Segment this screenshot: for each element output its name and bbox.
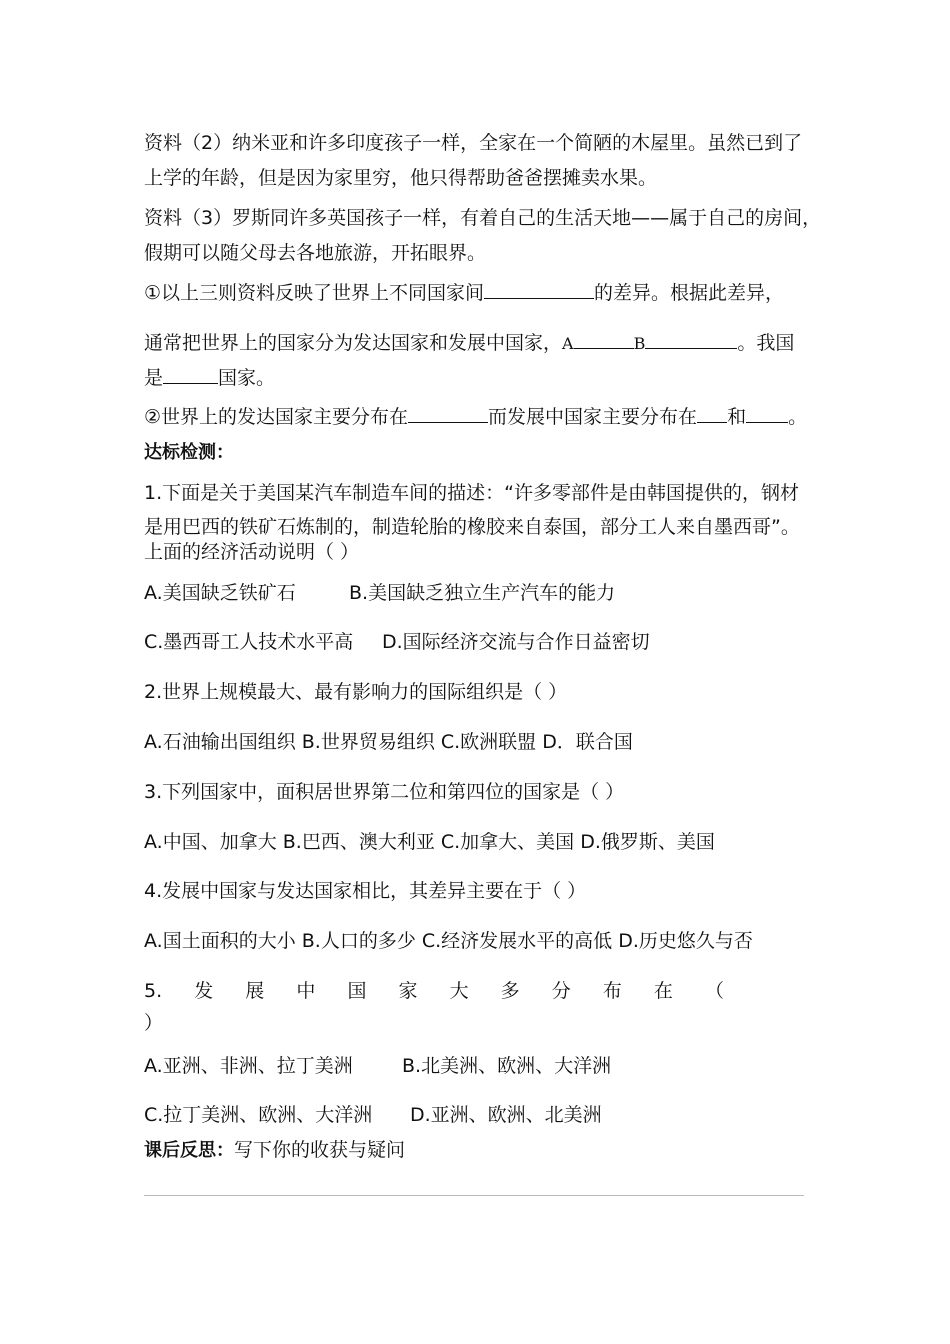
material-3-line-1: 资料（3）罗斯同许多英国孩子一样，有着自己的生活天地——属于自己的房间， xyxy=(144,207,822,229)
answer-blank-developing-1[interactable] xyxy=(697,404,727,423)
material-2-line-1: 资料（2）纳米亚和许多印度孩子一样，全家在一个简陋的木屋里。虽然已到了 xyxy=(144,132,803,154)
q1-options-row-2 xyxy=(144,629,650,655)
question-1-line-3: 是 国家。 xyxy=(144,367,276,389)
q1-option-b[interactable]: B.美国缺乏独立生产汽车的能力 xyxy=(349,582,616,604)
answer-blank[interactable] xyxy=(484,280,594,299)
q5-options-row-1 xyxy=(144,1053,611,1079)
reflection-label: 课后反思： xyxy=(144,1140,234,1161)
material-3-line-2: 假期可以随父母去各地旅游，开拓眼界。 xyxy=(144,242,487,264)
answer-blank-country-type[interactable] xyxy=(163,365,218,384)
section-heading-check: 达标检测： xyxy=(144,442,234,463)
question-1-line-2: 通常把世界上的国家分为发达国家和发展中国家，A B 。我国 xyxy=(144,332,795,354)
answer-blank-b[interactable] xyxy=(645,330,737,349)
material-2-line-2: 上学的年龄，但是因为家里穷，他只得帮助爸爸摆摊卖水果。 xyxy=(144,167,658,189)
q5-option-a[interactable]: A.亚洲、非洲、拉丁美洲 xyxy=(144,1055,353,1077)
q3-options[interactable]: A.中国、加拿大 B.巴西、澳大利亚 C.加拿大、美国 D.俄罗斯、美国 xyxy=(144,831,715,853)
answer-blank-developed[interactable] xyxy=(408,404,488,423)
q5-stem: 5. 发 展 中 国 家 大 多 分 布 在 （ xyxy=(144,980,724,1002)
q1-options-row-1 xyxy=(144,580,615,606)
reflection-line xyxy=(144,1137,405,1164)
question-1-line-1: ①以上三则资料反映了世界上不同国家间 的差异。根据此差异， xyxy=(144,282,785,304)
q2-stem: 2.世界上规模最大、最有影响力的国际组织是（ ） xyxy=(144,681,568,703)
q1-stem-line-1: 1.下面是关于美国某汽车制造车间的描述：“许多零部件是由韩国提供的，钢材 xyxy=(144,482,799,504)
writing-line-divider[interactable] xyxy=(144,1195,804,1196)
q1-option-a[interactable]: A.美国缺乏铁矿石 xyxy=(144,582,296,604)
q5-option-b[interactable]: B.北美洲、欧洲、大洋洲 xyxy=(402,1055,612,1077)
question-2-line: ②世界上的发达国家主要分布在 而发展中国家主要分布在 和 。 xyxy=(144,406,808,428)
q5-option-d[interactable]: D.亚洲、欧洲、北美洲 xyxy=(410,1104,602,1126)
answer-blank-a[interactable] xyxy=(574,330,634,349)
q3-stem: 3.下列国家中，面积居世界第二位和第四位的国家是（ ） xyxy=(144,781,625,803)
answer-blank-developing-2[interactable] xyxy=(746,404,788,423)
q4-stem: 4.发展中国家与发达国家相比，其差异主要在于（ ） xyxy=(144,880,587,902)
q4-options[interactable]: A.国土面积的大小 B.人口的多少 C.经济发展水平的高低 D.历史悠久与否 xyxy=(144,930,753,952)
q5-stem-close: ） xyxy=(144,1012,164,1034)
q5-option-c[interactable]: C.拉丁美洲、欧洲、大洋洲 xyxy=(144,1104,373,1126)
reflection-text: 写下你的收获与疑问 xyxy=(234,1139,406,1161)
q2-options[interactable]: A.石油输出国组织 B.世界贸易组织 C.欧洲联盟 D．联合国 xyxy=(144,731,633,753)
q5-options-row-2 xyxy=(144,1102,602,1128)
q1-stem-line-3: 上面的经济活动说明（ ） xyxy=(144,541,360,563)
q1-option-c[interactable]: C.墨西哥工人技术水平高 xyxy=(144,631,354,653)
q1-option-d[interactable]: D.国际经济交流与合作日益密切 xyxy=(382,631,650,653)
q1-stem-line-2: 是用巴西的铁矿石炼制的，制造轮胎的橡胶来自泰国，部分工人来自墨西哥”。 xyxy=(144,516,800,538)
